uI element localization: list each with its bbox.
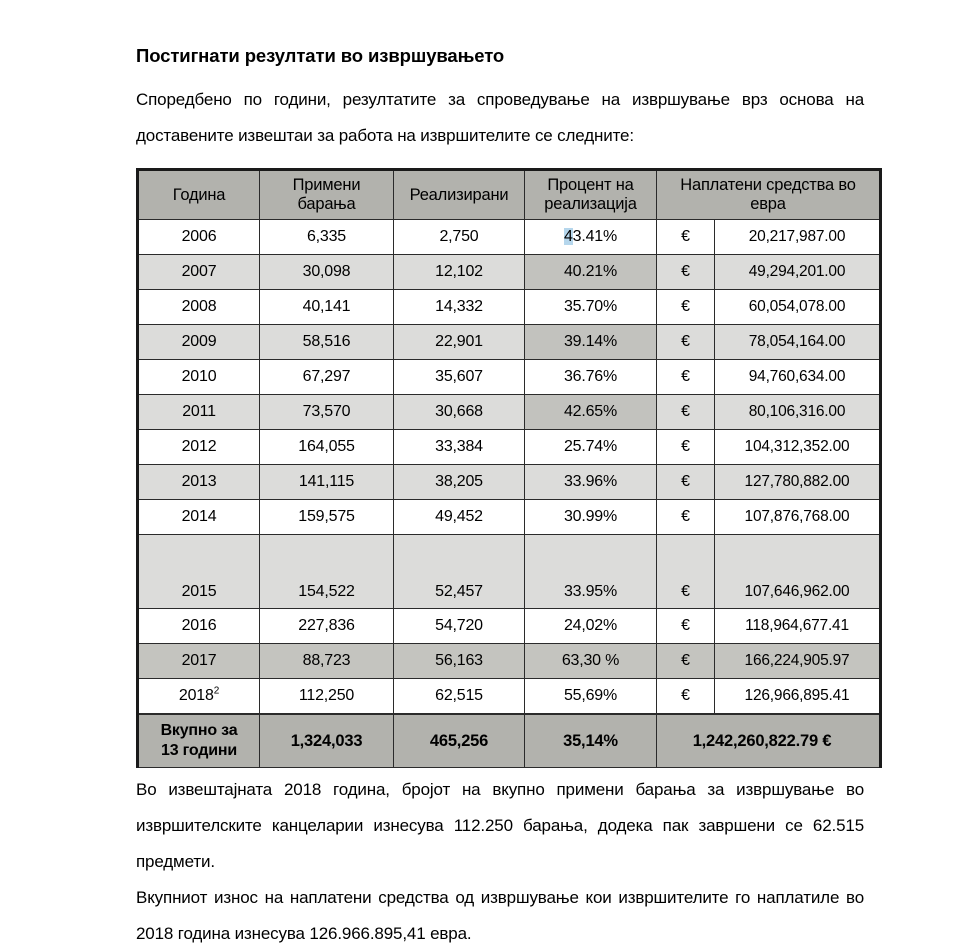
cell-year: 2012	[138, 430, 260, 465]
table-row	[138, 325, 881, 360]
cell-total-percent: 35,14%	[525, 714, 657, 768]
intro-paragraph: Споредбено по години, резултатите за спроведување на извршување врз основа на доставените извештаи за работа на извршителите се следните:	[136, 90, 864, 146]
cell-year: 2015	[138, 535, 260, 609]
cell-total-label-line2: 13 години	[161, 742, 237, 760]
cell-year	[138, 679, 260, 715]
cell-collected: 60,054,078.00	[715, 290, 881, 325]
cell-year: 2016	[138, 609, 260, 644]
cell-year: 2017	[138, 644, 260, 679]
table-row	[138, 609, 881, 644]
table-row	[138, 500, 881, 535]
cell-received: 67,297	[260, 360, 394, 395]
cell-percent: 40.21%	[525, 255, 657, 290]
cell-percent: 33.96%	[525, 465, 657, 500]
cell-collected: 104,312,352.00	[715, 430, 881, 465]
cell-total-received: 1,324,033	[260, 714, 394, 768]
cell-realized: 49,452	[394, 500, 525, 535]
cell-collected: 126,966,895.41	[715, 679, 881, 715]
results-table	[136, 168, 882, 768]
table-row	[138, 220, 881, 255]
column-header-collected	[657, 170, 881, 220]
cell-realized: 22,901	[394, 325, 525, 360]
cell-percent: 35.70%	[525, 290, 657, 325]
cell-received: 6,335	[260, 220, 394, 255]
cell-percent: 36.76%	[525, 360, 657, 395]
cell-realized: 14,332	[394, 290, 525, 325]
cell-collected: 107,876,768.00	[715, 500, 881, 535]
cell-total-label-line1: Вкупно за	[160, 722, 238, 740]
cell-euro-symbol: €	[657, 430, 715, 465]
cell-year: 2006	[138, 220, 260, 255]
cell-year-value: 2018	[178, 687, 214, 705]
table-header-row	[138, 170, 881, 220]
cell-euro-symbol: €	[657, 395, 715, 430]
document-content	[136, 0, 864, 952]
cell-euro-symbol: €	[657, 644, 715, 679]
cell-realized: 62,515	[394, 679, 525, 715]
cell-received: 112,250	[260, 679, 394, 715]
cell-realized: 2,750	[394, 220, 525, 255]
column-header-percent	[525, 170, 657, 220]
cell-received: 141,115	[260, 465, 394, 500]
cell-year: 2010	[138, 360, 260, 395]
cell-total-label	[138, 714, 260, 768]
paragraph-2018-collected: Вкупниот износ на наплатени средства од извршување кои извршителите го наплатиле во 2018 година изнесува 126.966.895,41 евра.	[136, 888, 864, 944]
cell-euro-symbol: €	[657, 290, 715, 325]
cell-received: 164,055	[260, 430, 394, 465]
cell-collected: 80,106,316.00	[715, 395, 881, 430]
table-row	[138, 360, 881, 395]
table-row	[138, 644, 881, 679]
cell-percent: 24,02%	[525, 609, 657, 644]
column-header-received	[260, 170, 394, 220]
cell-percent: 42.65%	[525, 395, 657, 430]
column-header-collected-line1: Наплатени средства во	[680, 176, 856, 195]
cell-received: 159,575	[260, 500, 394, 535]
cell-year: 2011	[138, 395, 260, 430]
table-row	[138, 679, 881, 715]
cell-euro-symbol: €	[657, 255, 715, 290]
cell-collected: 20,217,987.00	[715, 220, 881, 255]
cell-total-collected: 1,242,260,822.79 €	[657, 714, 881, 768]
cell-collected: 107,646,962.00	[715, 535, 881, 609]
column-header-realized: Реализирани	[394, 170, 525, 220]
selected-text-fragment: 4	[563, 228, 573, 246]
table-row	[138, 535, 881, 609]
cell-received: 73,570	[260, 395, 394, 430]
cell-euro-symbol: €	[657, 500, 715, 535]
cell-received: 154,522	[260, 535, 394, 609]
cell-percent: 63,30 %	[525, 644, 657, 679]
page-title: Постигнати резултати во извршувањето	[136, 45, 505, 66]
cell-year: 2014	[138, 500, 260, 535]
cell-collected: 49,294,201.00	[715, 255, 881, 290]
footnote-marker: 2	[213, 685, 220, 697]
cell-euro-symbol: €	[657, 360, 715, 395]
cell-percent-rest: 3.41%	[572, 228, 618, 246]
cell-euro-symbol: €	[657, 679, 715, 715]
cell-received: 30,098	[260, 255, 394, 290]
table-row	[138, 430, 881, 465]
results-table-container	[136, 168, 879, 760]
cell-realized: 54,720	[394, 609, 525, 644]
table-row	[138, 255, 881, 290]
cell-euro-symbol: €	[657, 535, 715, 609]
cell-euro-symbol: €	[657, 609, 715, 644]
cell-received: 40,141	[260, 290, 394, 325]
cell-euro-symbol: €	[657, 325, 715, 360]
column-header-year: Година	[138, 170, 260, 220]
cell-year: 2013	[138, 465, 260, 500]
cell-realized: 30,668	[394, 395, 525, 430]
cell-total-realized: 465,256	[394, 714, 525, 768]
cell-received: 88,723	[260, 644, 394, 679]
column-header-received-line1: Примени	[292, 176, 361, 195]
column-header-collected-line2: евра	[750, 195, 786, 214]
paragraph-2018-requests: Во извештајната 2018 година, бројот на вкупно примени барања за извршување во извршителските канцеларии изнесува 112.250 барања, додека пак завршени се 62.515 предмети.	[136, 780, 864, 872]
cell-percent	[525, 220, 657, 255]
cell-realized: 33,384	[394, 430, 525, 465]
cell-year: 2007	[138, 255, 260, 290]
cell-percent: 33.95%	[525, 535, 657, 609]
cell-realized: 52,457	[394, 535, 525, 609]
cell-year: 2009	[138, 325, 260, 360]
cell-euro-symbol: €	[657, 465, 715, 500]
table-row	[138, 465, 881, 500]
table-header	[138, 170, 881, 220]
table-row	[138, 395, 881, 430]
cell-collected: 127,780,882.00	[715, 465, 881, 500]
table-body	[138, 220, 881, 768]
cell-realized: 12,102	[394, 255, 525, 290]
column-header-percent-line1: Процент на	[547, 176, 634, 195]
column-header-received-line2: барања	[297, 195, 356, 214]
cell-percent: 25.74%	[525, 430, 657, 465]
cell-received: 58,516	[260, 325, 394, 360]
cell-percent: 30.99%	[525, 500, 657, 535]
cell-euro-symbol: €	[657, 220, 715, 255]
cell-year: 2008	[138, 290, 260, 325]
cell-received: 227,836	[260, 609, 394, 644]
cell-percent: 39.14%	[525, 325, 657, 360]
cell-percent: 55,69%	[525, 679, 657, 715]
column-header-percent-line2: реализација	[544, 195, 637, 214]
cell-collected: 166,224,905.97	[715, 644, 881, 679]
table-row	[138, 290, 881, 325]
cell-realized: 38,205	[394, 465, 525, 500]
table-total-row	[138, 714, 881, 768]
cell-collected: 94,760,634.00	[715, 360, 881, 395]
cell-realized: 35,607	[394, 360, 525, 395]
cell-collected: 118,964,677.41	[715, 609, 881, 644]
cell-realized: 56,163	[394, 644, 525, 679]
cell-collected: 78,054,164.00	[715, 325, 881, 360]
